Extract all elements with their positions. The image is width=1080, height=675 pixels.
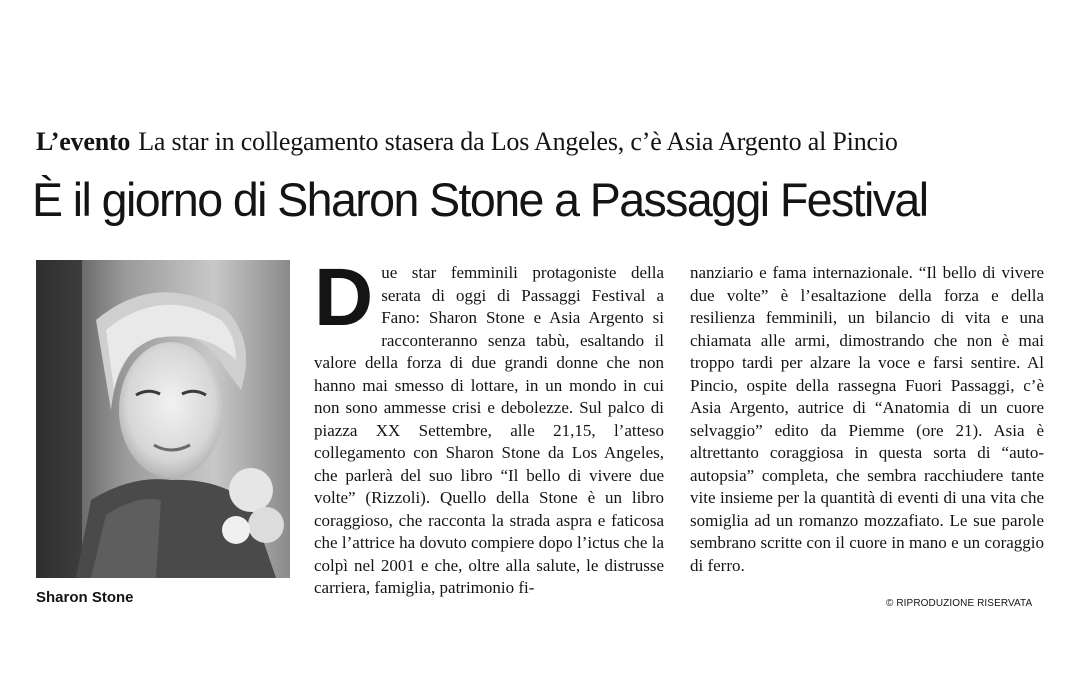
sharon-stone-photo bbox=[36, 260, 290, 578]
kicker-text: La star in collegamento stasera da Los Angeles, c’è Asia Argento al Pincio bbox=[138, 127, 898, 156]
body-text-2: nanziario e fama internazionale. “Il bello di vivere due volte” è l’esaltazione della forza e della resilienza femminili, un bilancio di vita e una chiamata alle armi, dimostrando che non è mai troppo tardi per alzare la voce e farsi sentire. Al Pincio, ospite della rassegna Fuori Passaggi, c’è Asia Argento, autrice di “Anatomia di un cuore selvaggio” edito da Piemme (ore 21). Asia è altrettanto coraggiosa in questa sorta di “auto-autopsia” completa, che sembra racchiudere tante vite insieme per la quantità di eventi di una vita che somiglia ad un romanzo mozzafiato. Le sue parole sembrano scritte con il cuore in mano e un coraggio di ferro. bbox=[690, 263, 1044, 575]
kicker bbox=[36, 126, 1046, 158]
kicker-lead: L’evento bbox=[36, 127, 131, 156]
photo-caption: Sharon Stone bbox=[36, 589, 134, 606]
body-column-1 bbox=[314, 252, 664, 600]
copyright-notice: © RIPRODUZIONE RISERVATA bbox=[886, 598, 1033, 609]
body-text-1: ue star femminili protagoniste della serata di oggi di Passaggi Festival a Fano: Sharon Stone e Asia Argento si racconteranno senza tabù, esaltando il valore della forza di due grandi donne che non hanno mai smesso di lottare, in un mondo in cui non sono ammesse crisi e debolezze. Sul palco di piazza XX Settembre, alle 21,15, l’atteso collegamento con Sharon Stone da Los Angeles, che parlerà del suo libro “Il bello di vivere due volte” (Rizzoli). Quello della Stone è un libro coraggioso, che racconta la strada aspra e faticosa che l’attrice ha dovuto compiere dopo l’ictus che la colpì nel 2001 e che, oltre alla salute, le distrusse carriera, famiglia, patrimonio fi- bbox=[314, 263, 664, 597]
body-column-2 bbox=[690, 262, 1044, 577]
portrait-illustration bbox=[36, 260, 290, 578]
drop-cap: D bbox=[314, 252, 374, 343]
headline: È il giorno di Sharon Stone a Passaggi Festival bbox=[32, 173, 928, 226]
